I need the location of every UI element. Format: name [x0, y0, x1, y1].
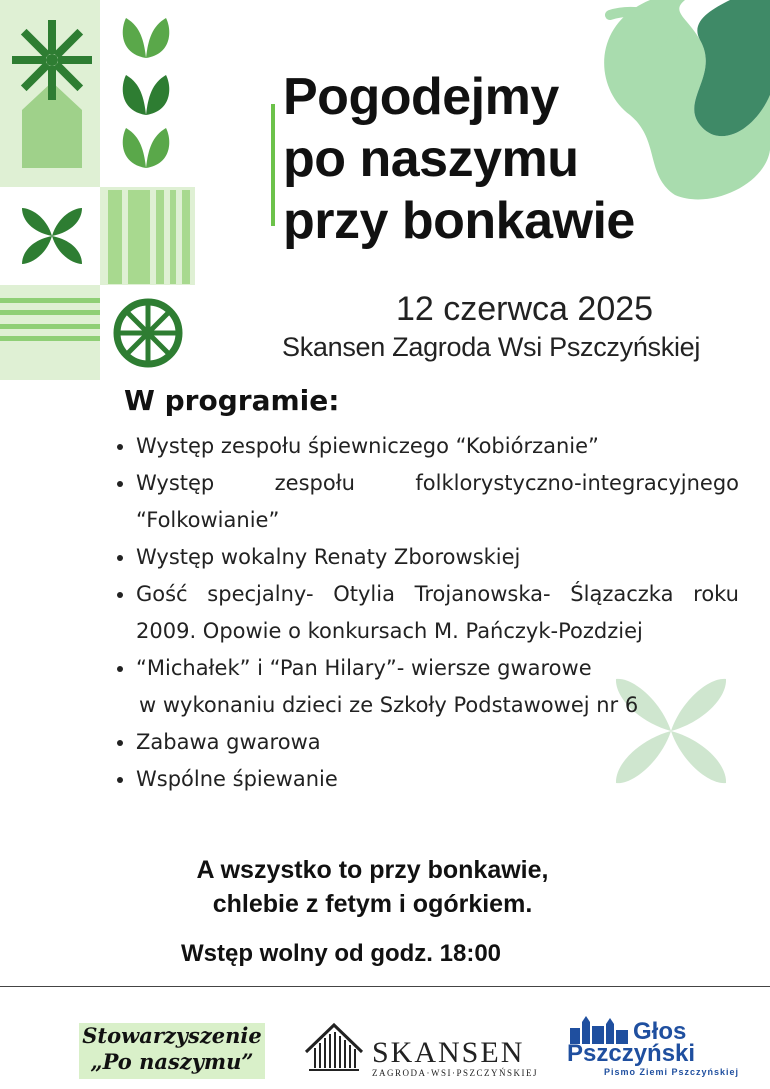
footer-divider	[0, 986, 770, 987]
logo-text: Stowarzyszenie	[82, 1023, 262, 1048]
program-heading: W programie:	[124, 384, 340, 417]
logo-text: „Po naszymu”	[90, 1049, 254, 1074]
program-item-continuation: w wykonaniu dzieci ze Szkoły Podstawowej nr 6	[139, 693, 639, 717]
closing-line: chlebie z fetym i ogórkiem.	[212, 890, 533, 918]
glos-logo-name: Pszczyński	[567, 1040, 696, 1067]
event-venue: Skansen Zagroda Wsi Pszczyńskiej	[282, 332, 701, 362]
wheel-icon	[117, 302, 179, 364]
glos-logo-title: Głos	[633, 1018, 687, 1045]
leaf-pair-icon	[123, 75, 170, 115]
closing-message	[0, 853, 745, 921]
program-item: • Występ zespołu śpiewniczego “Kobiórzanie”	[136, 428, 739, 465]
title-line: przy bonkawie	[283, 192, 635, 250]
program-item-text: “Michałek” i “Pan Hilary”- wiersze gwarowe	[136, 656, 592, 680]
title-line: Pogodejmy	[283, 68, 559, 126]
program-item: • Występ wokalny Renaty Zborowskiej	[136, 539, 739, 576]
admission-info: Wstęp wolny od godz. 18:00	[181, 940, 502, 967]
skansen-building-icon	[303, 1022, 365, 1074]
title-line: po naszymu	[283, 130, 579, 188]
folk-pattern-decoration	[0, 0, 200, 380]
event-title	[283, 66, 635, 252]
leaf-pair-icon	[123, 128, 170, 168]
leaf-pair-icon	[123, 18, 170, 58]
closing-line: A wszystko to przy bonkawie,	[196, 856, 549, 884]
stowarzyszenie-logo	[79, 1023, 265, 1079]
program-list	[112, 428, 739, 798]
skansen-logo-subtitle: ZAGRODA·WSI·PSZCZYŃSKIEJ	[372, 1068, 538, 1078]
glos-logo-tagline: Pismo Ziemi Pszczyńskiej	[604, 1067, 740, 1077]
program-item: • Gość specjalny- Otylia Trojanowska- Ślązaczka roku 2009. Opowie o konkursach M. Pańczyk-Pozdziej	[136, 576, 739, 650]
program-item: • Występ zespołu folklorystyczno-integracyjnego “Folkowianie”	[136, 465, 739, 539]
program-item: • Wspólne śpiewanie	[136, 761, 739, 798]
title-accent-line	[271, 104, 275, 226]
program-item	[136, 650, 739, 724]
windmill-icon	[12, 20, 92, 100]
skansen-logo-name: SKANSEN	[372, 1036, 525, 1069]
event-date: 12 czerwca 2025	[396, 290, 654, 328]
program-item: • Zabawa gwarowa	[136, 724, 739, 761]
flower-icon	[22, 208, 82, 264]
